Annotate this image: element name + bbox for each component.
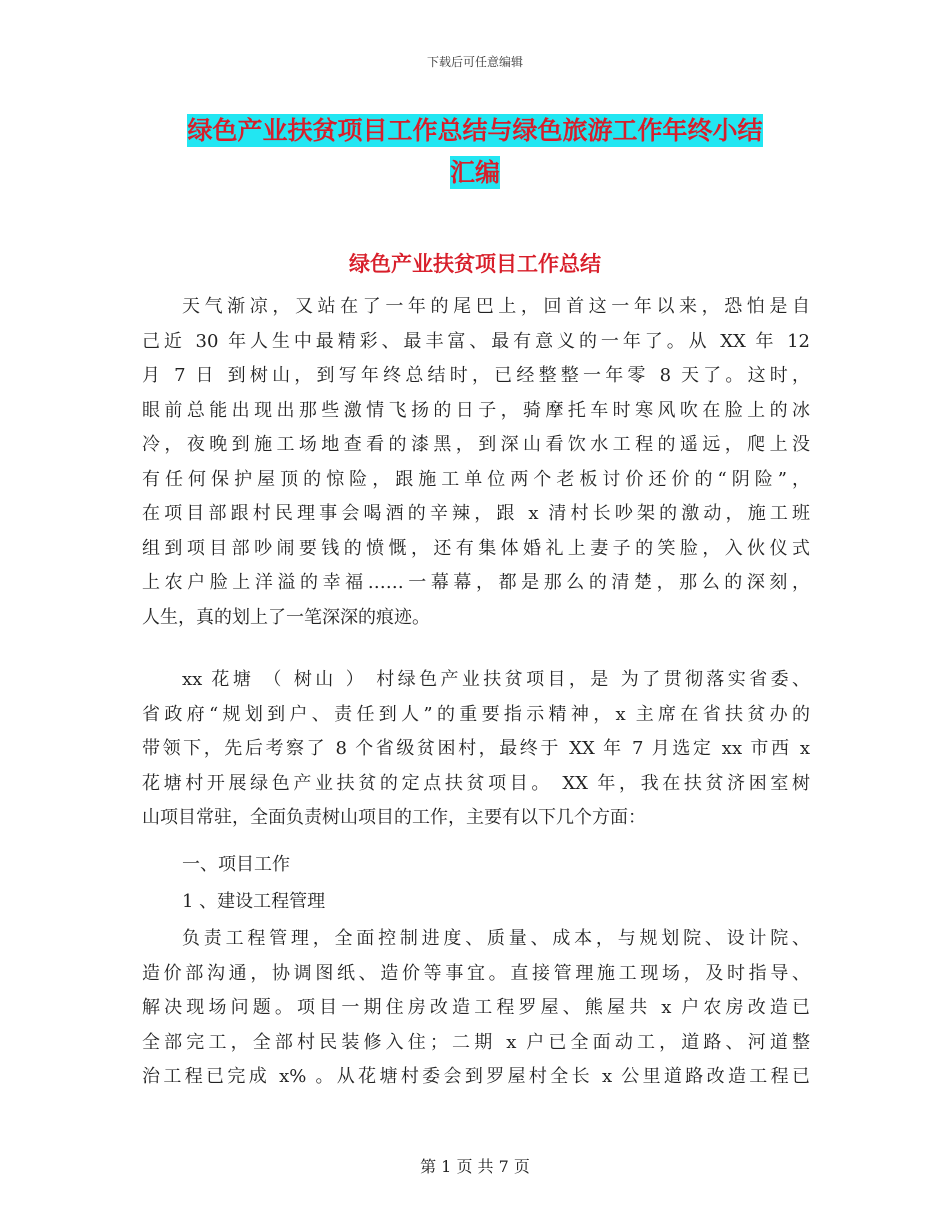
document-title-line-1: 绿色产业扶贫项目工作总结与绿色旅游工作年终小结 [187,116,763,145]
paragraph-line: xx 花塘 （ 树山 ） 村绿色产业扶贫项目，是 为了贯彻落实省委、 [182,669,810,690]
paragraph-line: 眼前总能出现出那些激情飞扬的日子，骑摩托车时寒风吹在脸上的冰 [142,399,810,421]
paragraph-1 [142,290,810,635]
page-number-footer: 第 1 页 共 7 页 [420,1157,530,1176]
paragraph-line: 1 、建设工程管理 [182,891,326,912]
paragraph-line: 有任何保护屋顶的惊险，跟施工单位两个老板讨价还价的“阴险”， [142,468,810,490]
header-note: 下载后可任意编辑 [426,55,523,69]
paragraph-line: 冷，夜晚到施工场地查看的漆黑，到深山看饮水工程的遥远，爬上没 [142,434,810,455]
paragraph-line: 天气渐凉，又站在了一年的尾巴上，回首这一年以来，恐怕是自 [182,296,810,317]
paragraph-line: 人生，真的划上了一笔深深的痕迹。 [142,606,430,628]
paragraph-line: 山项目常驻，全面负责树山项目的工作，主要有以下几个方面： [142,807,646,828]
paragraph-line: 己近 30 年人生中最精彩、最丰富、最有意义的一年了。从 XX 年 12 [142,330,810,352]
paragraph-line: 全部完工，全部村民装修入住；二期 x 户已全面动工，道路、河道整 [142,1031,810,1053]
paragraph-3 [142,922,810,1095]
paragraph-line: 治工程已完成 x% 。从花塘村委会到罗屋村全长 x 公里道路改造工程已 [142,1066,810,1087]
paragraph-line: 上农户脸上洋溢的幸福……一幕幕，都是那么的清楚，那么的深刻， [142,572,810,593]
subheading-construction-management [142,885,810,920]
paragraph-line: 组到项目部吵闹要钱的愤慨，还有集体婚礼上妻子的笑脸，入伙仪式 [142,537,810,559]
paragraph-line: 解决现场问题。项目一期住房改造工程罗屋、熊屋共 x 户农房改造已 [142,997,810,1018]
paragraph-line: 一、项目工作 [182,854,290,875]
document-title-line-2: 汇编 [449,158,500,187]
paragraph-line: 省政府“规划到户、责任到人”的重要指示精神，x 主席在省扶贫办的 [142,703,810,725]
paragraph-line: 月 7 日 到树山，到写年终总结时，已经整整一年零 8 天了。这时， [142,365,810,386]
subheading-project-work [142,848,810,883]
document-title [150,110,800,194]
paragraph-2 [142,663,810,836]
paragraph-line: 造价部沟通，协调图纸、造价等事宜。直接管理施工现场，及时指导、 [142,962,810,984]
section-title: 绿色产业扶贫项目工作总结 [349,252,601,276]
paragraph-line: 花塘村开展绿色产业扶贫的定点扶贫项目。 XX 年，我在扶贫济困室树 [142,772,810,794]
paragraph-line: 负责工程管理，全面控制进度、质量、成本，与规划院、设计院、 [182,928,810,949]
paragraph-line: 在项目部跟村民理事会喝酒的辛辣，跟 x 清村长吵架的激动，施工班 [142,503,810,524]
paragraph-line: 带领下，先后考察了 8 个省级贫困村，最终于 XX 年 7 月选定 xx 市西 x [142,738,810,759]
